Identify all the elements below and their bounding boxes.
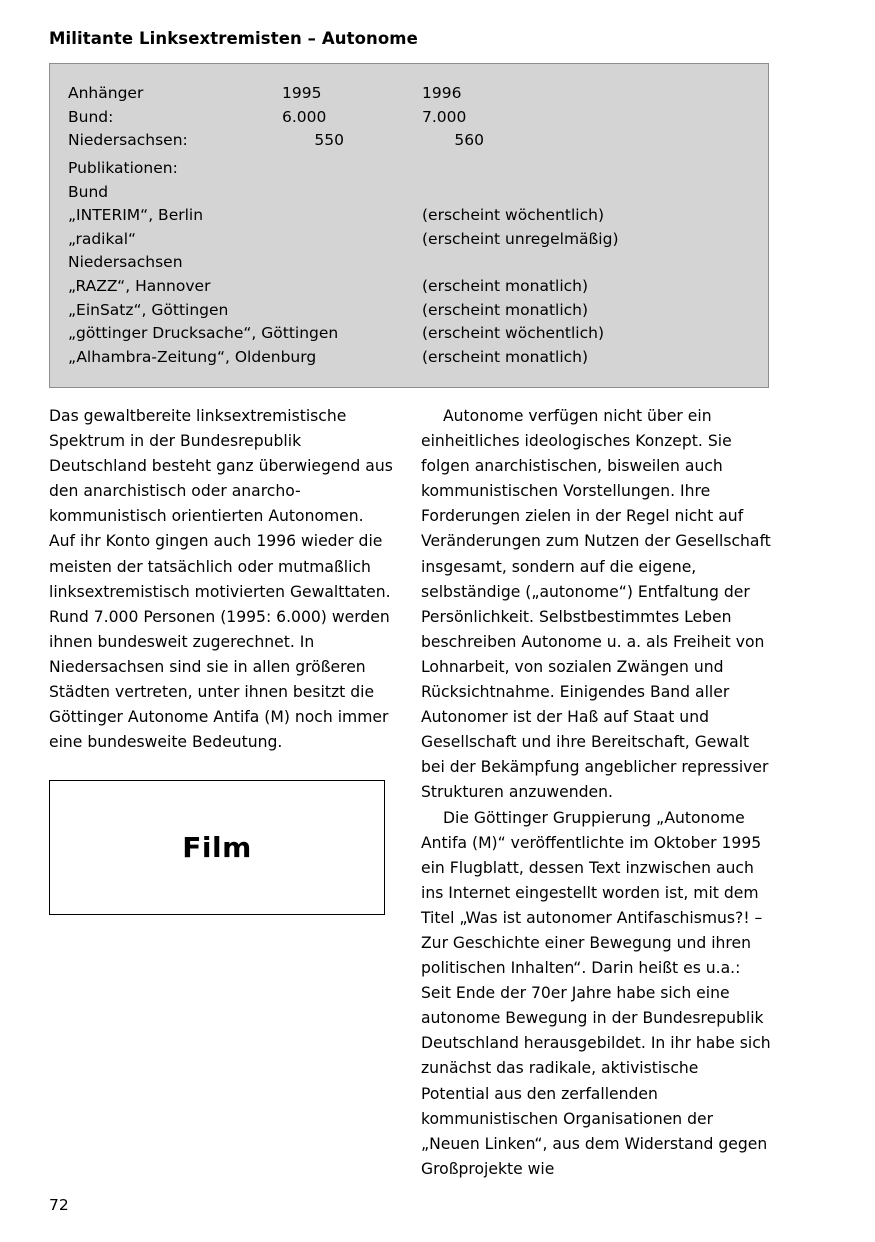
infobox-row-label: Bund: [68,107,114,126]
statistics-infobox: Anhänger 1995 1996 Bund: 6.000 7.000 Niedersachsen: 550 560 Publikationen: Bund „INTERIM“, Berlin (erscheint wöchentlich) „radikal“ (erscheint unregelmäßig) Niedersachsen „RAZZ“, Hannover (erscheint monatlich) „EinSatz“, Göttingen (erscheint monatlich) „göttinger Drucksache“, Göttingen (erscheint wöchentlich) „Alhambra-Zeitung“, Oldenburg (erscheint monatlich) [49,63,769,388]
page-number: 72 [49,1196,69,1214]
publication-frequency: (erscheint monatlich) [422,300,589,319]
publication-name: „göttinger Drucksache“, Göttingen [68,324,339,343]
film-placeholder-label: Film [182,831,252,864]
infobox-row-value-1995: 6.000 [282,107,327,126]
publication-frequency: (erscheint monatlich) [422,277,589,295]
right-column [421,404,771,1182]
publication-name: „EinSatz“, Göttingen [68,300,229,319]
left-column [49,404,394,755]
infobox-row-value-1996: 7.000 [422,107,467,126]
publication-frequency: (erscheint wöchentlich) [422,206,604,225]
paragraph: Autonome verfügen nicht über ein einheitliches ideologisches Konzept. Sie folgen anarchistischen, bisweilen auch kommunistischen Vorstellungen. Ihre Forderungen zielen in der Regel nicht auf Veränderungen zum Nutzen der Gesellschaft insgesamt, sondern auf die eigene, selbständige („autonome“) Entfaltung der Persönlichkeit. Selbstbestimmtes Leben beschreiben Autonome u. a. als Freiheit von Lohnarbeit, von sozialen Zwängen und Rücksichtnahme. Einigendes Band aller Autonomer ist der Haß auf Staat und Gesellschaft und ihre Bereitschaft, Gewalt bei der Bekämpfung angeblicher repressiver Strukturen anzuwenden. [421,407,771,802]
film-placeholder-box [49,780,385,915]
publication-frequency: (erscheint wöchentlich) [422,324,604,343]
infobox-header-label: Anhänger [68,84,144,102]
infobox-row-value-1996: 560 [454,131,484,150]
publication-frequency: (erscheint unregelmäßig) [422,229,619,248]
infobox-year-1995: 1995 [282,84,322,102]
infobox-row-label: Niedersachsen: [68,131,188,150]
publication-name: „INTERIM“, Berlin [68,206,204,225]
paragraph: Die Göttinger Gruppierung „Autonome Antifa (M)“ veröffentlichte im Oktober 1995 ein Flugblatt, dessen Text inzwischen auch ins Internet eingestellt worden ist, mit dem Titel „Was ist autonomer Antifaschismus?! – Zur Geschichte einer Bewegung und ihren politischen Inhalten“. Darin heißt es u.a.: Seit Ende der 70er Jahre habe sich eine autonome Bewegung in der Bundesrepublik Deutschland herausgebildet. In ihr habe sich zunächst das radikale, aktivistische Potential aus den zerfallenden kommunistischen Organisationen der „Neuen Linken“, aus dem Widerstand gegen Großprojekte wie [421,808,771,1178]
paragraph: Das gewaltbereite linksextremistische Spektrum in der Bundesrepublik Deutschland besteht ganz überwiegend aus den anarchistisch oder anarcho-kommunistisch orientierten Autonomen. Auf ihr Konto gingen auch 1996 wieder die meisten der tatsächlich oder mutmaßlich linksextremistisch motivierten Gewalttaten. Rund 7.000 Personen (1995: 6.000) werden ihnen bundesweit zugerechnet. In Niedersachsen sind sie in allen größeren Städten vertreten, unter ihnen besitzt die Göttinger Autonome Antifa (M) noch immer eine bundesweite Bedeutung. [49,407,393,752]
infobox-row-value-1995: 550 [314,131,344,150]
page-title: Militante Linksextremisten – Autonome [49,29,418,48]
publication-name: „Alhambra-Zeitung“, Oldenburg [68,347,317,366]
publication-frequency: (erscheint monatlich) [422,347,589,366]
infobox-year-1996: 1996 [422,84,462,102]
publication-name: „RAZZ“, Hannover [68,277,211,295]
publication-name: „radikal“ [68,229,137,248]
